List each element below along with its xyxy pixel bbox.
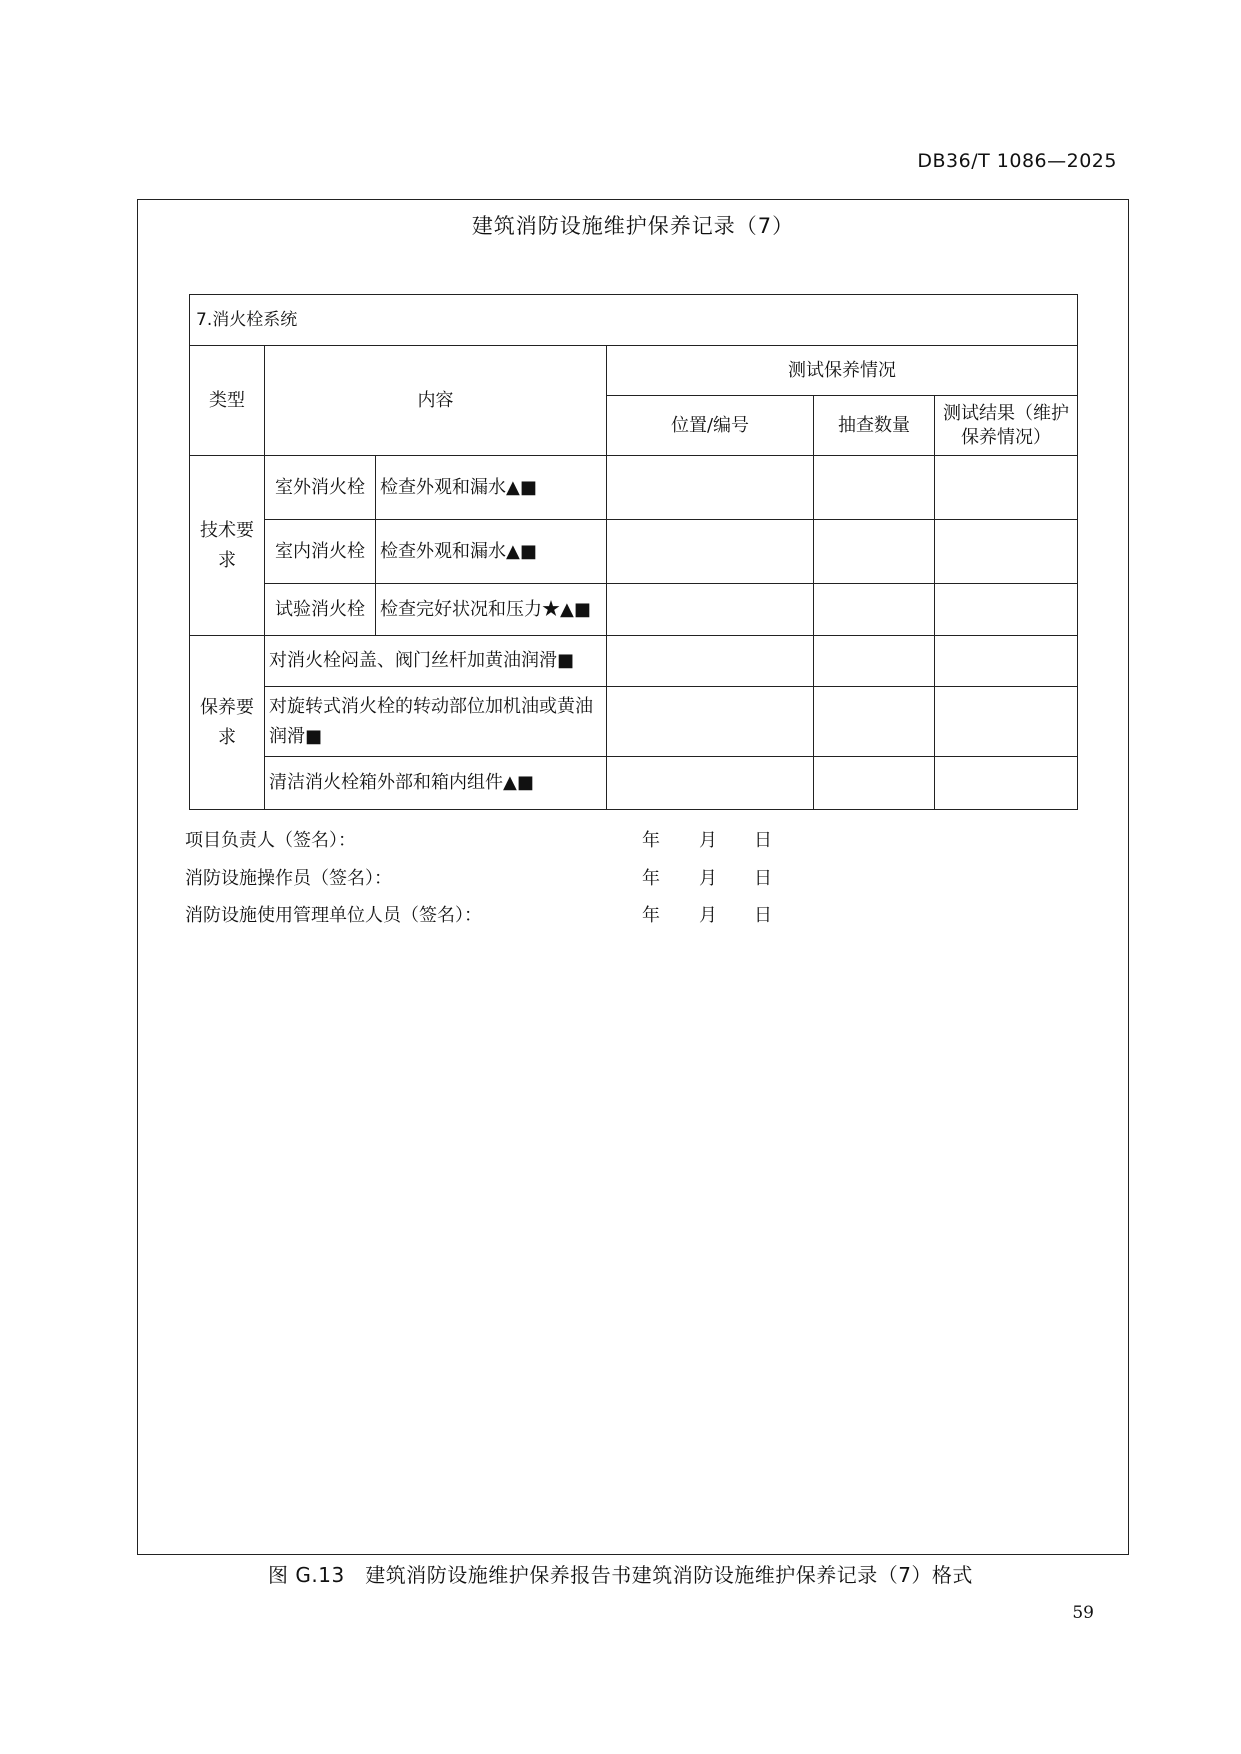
date-day: 日 [754,868,772,889]
signature-operator: 消防设施操作员（签名）： [185,868,392,889]
signature-management-unit: 消防设施使用管理单位人员（签名）： [185,905,482,926]
row-item: 室内消火栓 [265,520,376,584]
result-cell[interactable] [935,687,1078,757]
location-cell[interactable] [607,584,814,636]
header-location: 位置/编号 [607,396,814,456]
date-day: 日 [754,905,772,926]
table-row [190,687,1078,757]
date-month: 月 [699,905,717,926]
location-cell[interactable] [607,757,814,810]
location-cell[interactable] [607,687,814,757]
row-item: 室外消火栓 [265,456,376,520]
result-cell[interactable] [935,636,1078,687]
header-row-1 [190,346,1078,396]
form-title: 建筑消防设施维护保养记录（7） [471,214,795,238]
table-row [190,520,1078,584]
date-year: 年 [642,868,660,889]
header-result: 测试结果（维护保养情况） [935,396,1078,456]
table-row [190,456,1078,520]
date-year: 年 [642,830,660,851]
table-row [190,636,1078,687]
sample-qty-cell[interactable] [814,520,935,584]
row-content: 对旋转式消火栓的转动部位加机油或黄油润滑■ [265,687,607,757]
header-sample-qty: 抽查数量 [814,396,935,456]
sample-qty-cell[interactable] [814,636,935,687]
row-content: 检查外观和漏水▲■ [376,520,607,584]
row-item: 试验消火栓 [265,584,376,636]
date-month: 月 [699,868,717,889]
header-content: 内容 [265,346,607,456]
row-content: 对消火栓闷盖、阀门丝杆加黄油润滑■ [265,636,607,687]
row-content: 检查完好状况和压力★▲■ [376,584,607,636]
table-row [190,584,1078,636]
location-cell[interactable] [607,456,814,520]
signature-project-leader: 项目负责人（签名）： [185,830,356,851]
date-day: 日 [754,830,772,851]
row-content: 清洁消火栓箱外部和箱内组件▲■ [265,757,607,810]
document-number: DB36/T 1086—2025 [917,150,1117,172]
sample-qty-cell[interactable] [814,757,935,810]
sample-qty-cell[interactable] [814,687,935,757]
table-row [190,757,1078,810]
result-cell[interactable] [935,520,1078,584]
row-content: 检查外观和漏水▲■ [376,456,607,520]
result-cell[interactable] [935,757,1078,810]
date-year: 年 [642,905,660,926]
section-row [190,295,1078,346]
sample-qty-cell[interactable] [814,456,935,520]
tech-requirements-label: 技术要求 [190,456,265,636]
date-month: 月 [699,830,717,851]
sample-qty-cell[interactable] [814,584,935,636]
location-cell[interactable] [607,520,814,584]
result-cell[interactable] [935,584,1078,636]
page-number: 59 [1072,1603,1094,1623]
location-cell[interactable] [607,636,814,687]
header-type: 类型 [190,346,265,456]
header-test-status: 测试保养情况 [607,346,1078,396]
maintenance-record-table [189,294,1078,810]
result-cell[interactable] [935,456,1078,520]
figure-caption: 图 G.13 建筑消防设施维护保养报告书建筑消防设施维护保养记录（7）格式 [268,1563,973,1587]
maint-requirements-label: 保养要求 [190,636,265,810]
section-title: 7.消火栓系统 [190,295,1078,346]
